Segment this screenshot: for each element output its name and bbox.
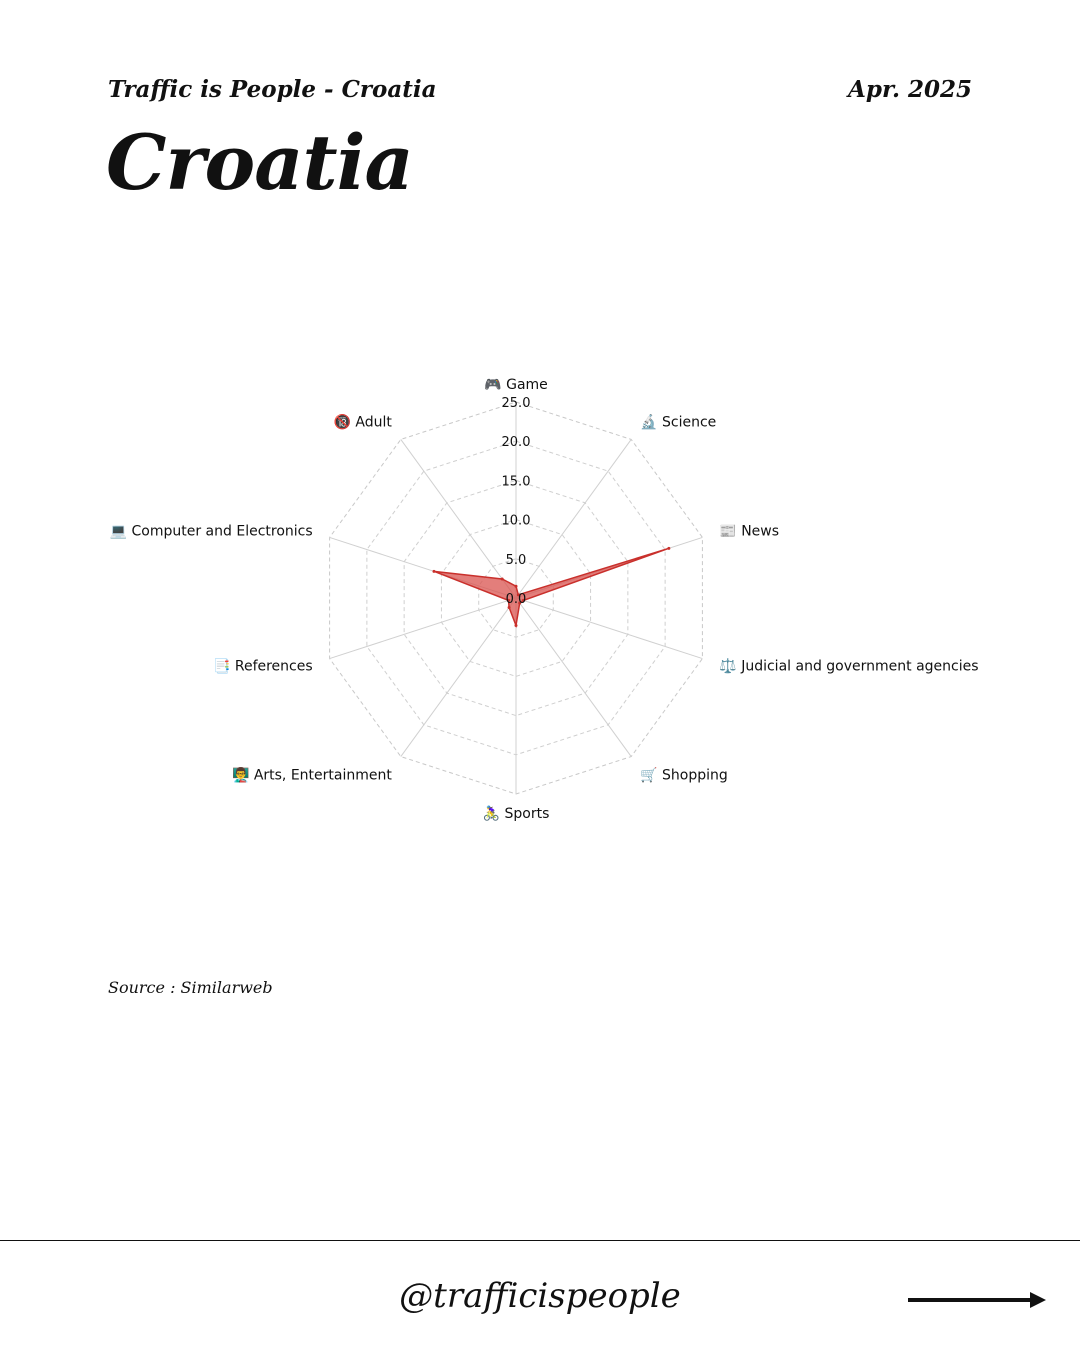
category-label: 💻 Computer and Electronics — [109, 523, 313, 540]
tick-label: 10.0 — [501, 513, 531, 529]
footer-handle: @trafficispeople — [399, 1276, 681, 1316]
category-label: 🚴‍♀️ Sports — [482, 806, 550, 822]
tick-label: 25.0 — [501, 396, 531, 411]
header-subtitle: Traffic is People - Croatia — [108, 76, 437, 103]
tick-label: 20.0 — [501, 435, 531, 451]
arrow-right-icon[interactable] — [906, 1288, 1048, 1312]
grid-spoke — [516, 598, 631, 757]
series-area — [434, 548, 669, 625]
source-note: Source : Similarweb — [108, 978, 273, 997]
grid-spoke — [330, 598, 516, 659]
series-point — [501, 577, 504, 580]
tick-label: 5.0 — [505, 552, 527, 568]
radar-labels — [110, 377, 979, 822]
category-label: 🔬 Science — [640, 414, 717, 431]
grid-spoke — [401, 598, 516, 757]
series-point — [515, 624, 518, 627]
footer-divider — [0, 1240, 1080, 1241]
category-label: 👨‍🏫 Arts, Entertainment — [231, 767, 392, 784]
category-label: 📑 References — [212, 658, 313, 675]
radar-series — [432, 547, 670, 627]
category-label: 🎮 Game — [484, 377, 548, 393]
category-label: 📰 News — [719, 523, 780, 540]
header-date: Apr. 2025 — [848, 76, 972, 103]
series-point — [432, 570, 435, 573]
tick-label: 15.0 — [501, 474, 531, 490]
grid-spoke — [516, 439, 631, 598]
category-label: 🛒 Shopping — [640, 767, 728, 784]
category-label: ⚖️ Judicial and government agencies — [719, 658, 979, 675]
series-point — [515, 585, 518, 588]
tick-label: 0.0 — [505, 592, 527, 607]
grid-spoke — [516, 598, 702, 659]
page-title: Croatia — [106, 118, 413, 207]
category-label: 🔞 Adult — [333, 414, 392, 431]
series-point — [667, 547, 670, 550]
